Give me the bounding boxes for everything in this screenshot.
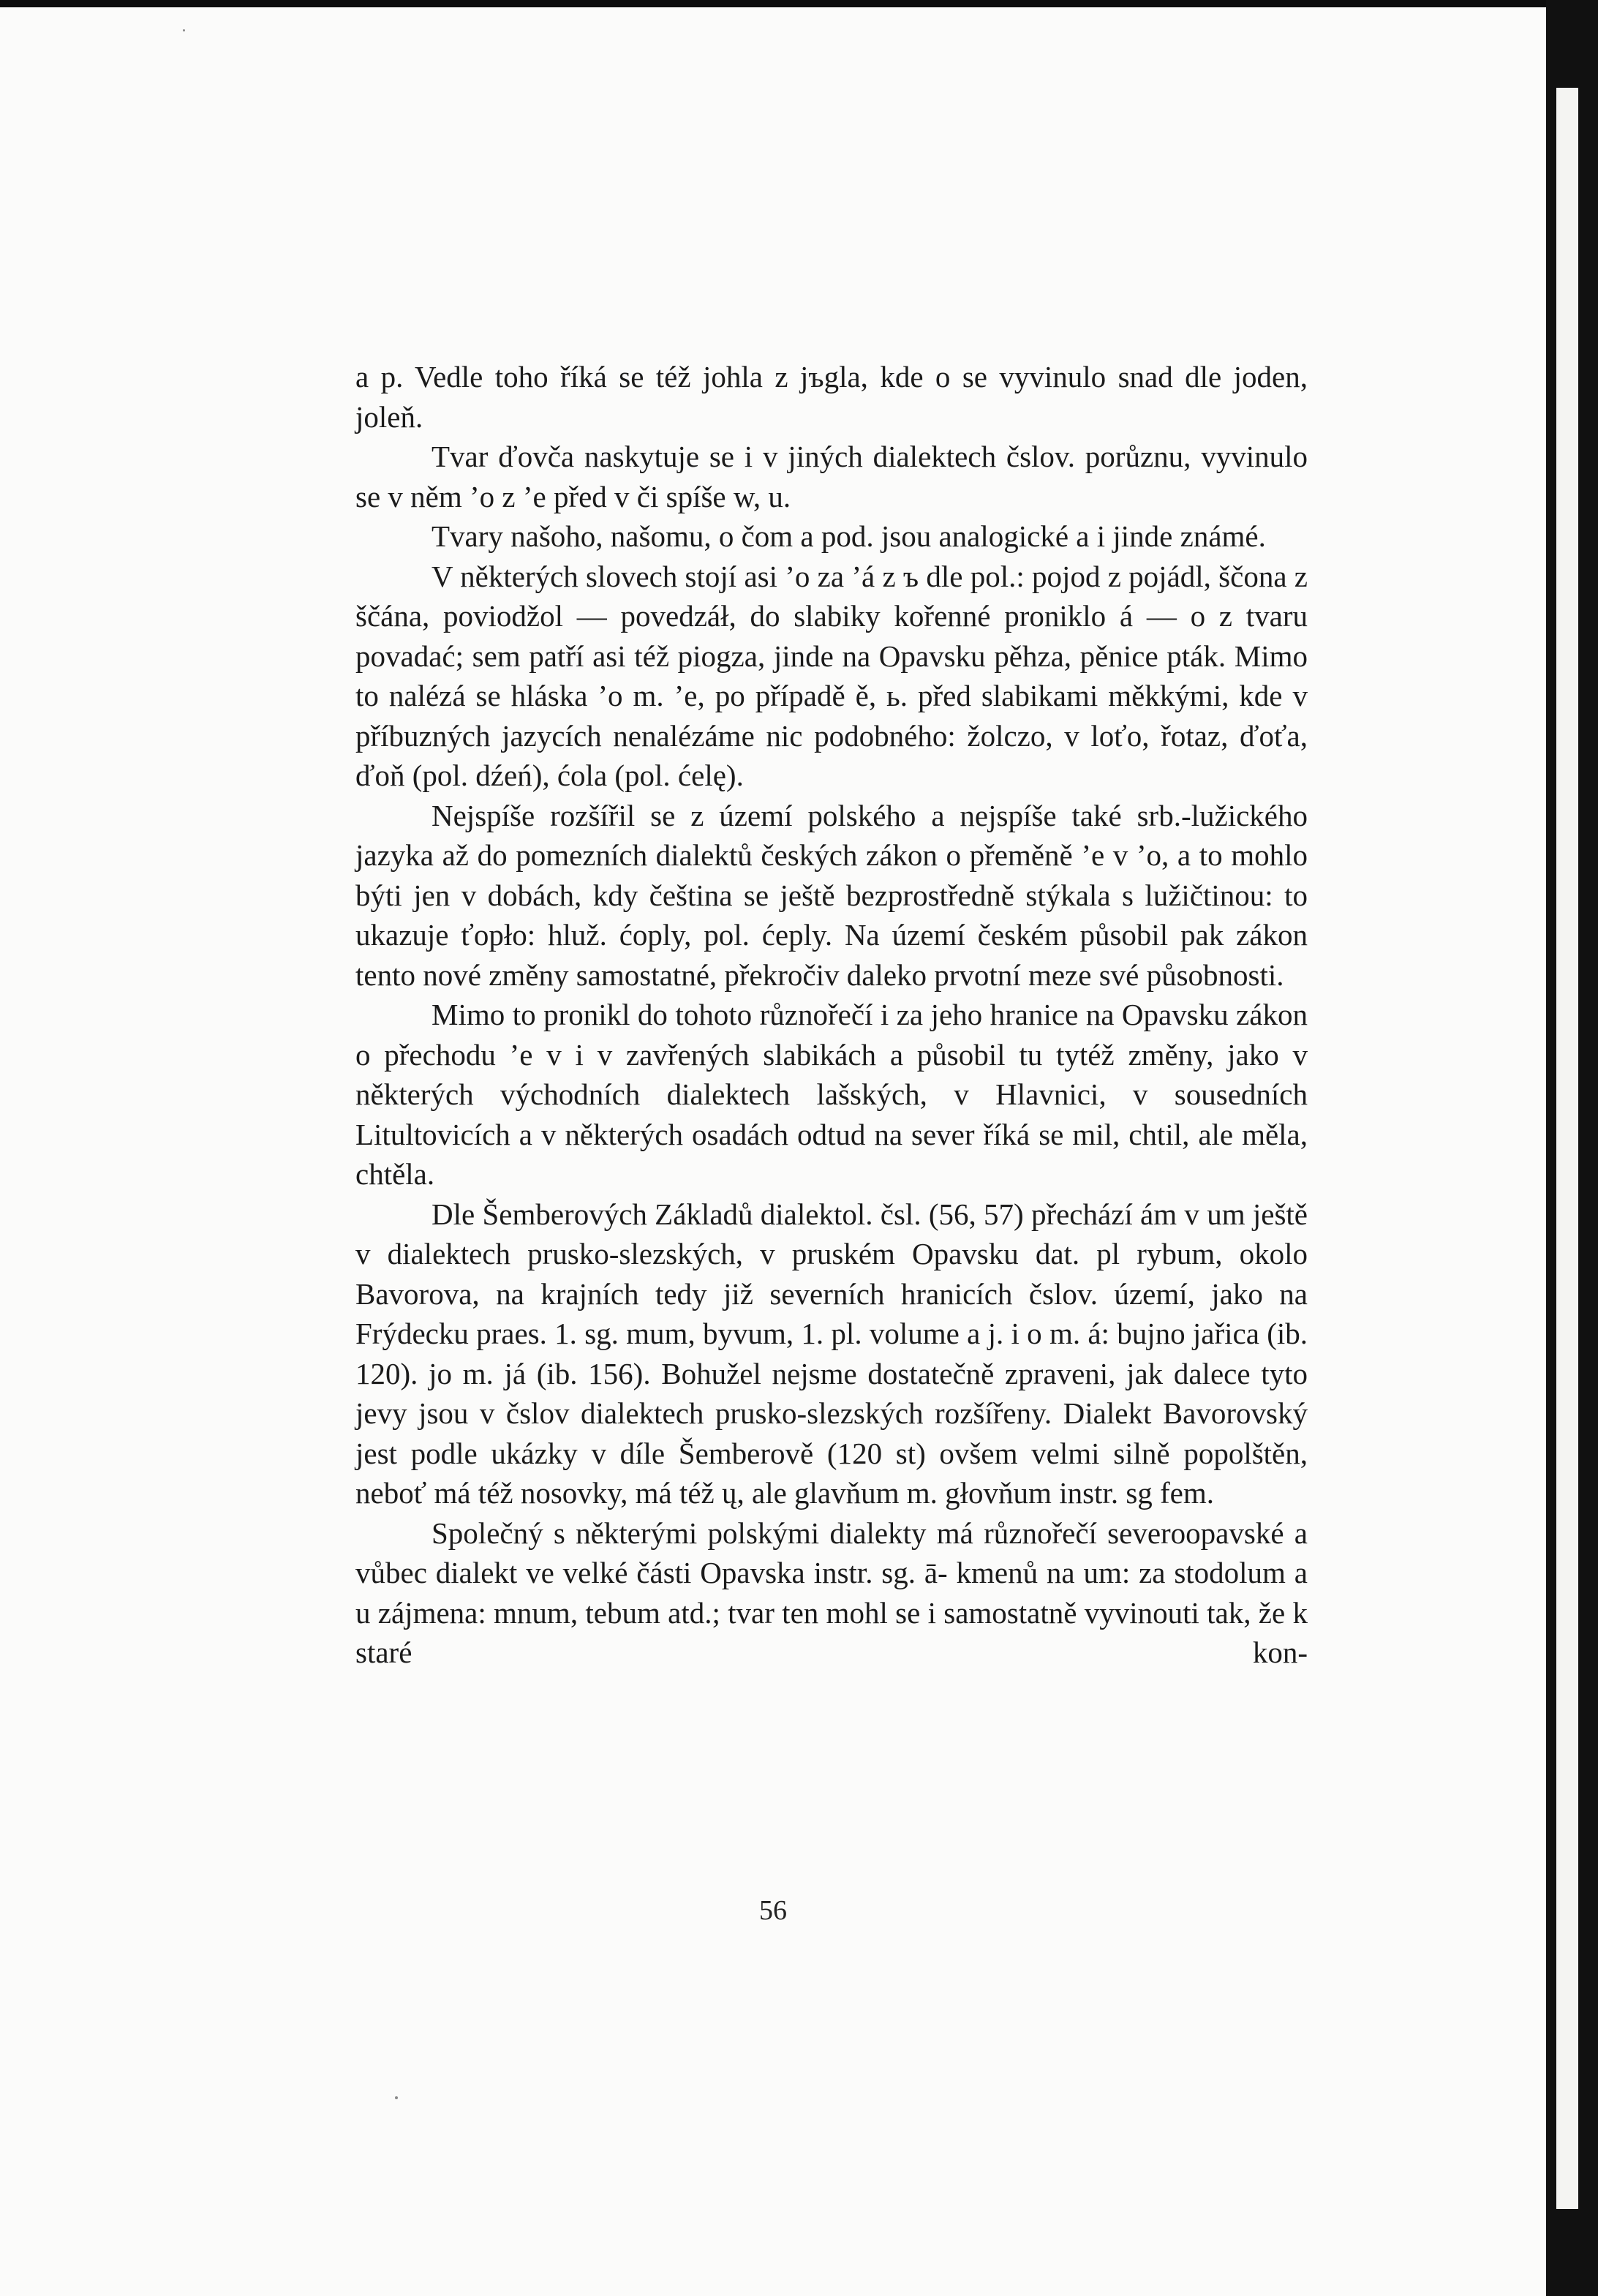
paragraph: Tvary našoho, našomu, o čom a pod. jsou analogické a i jinde známé.: [431, 519, 1266, 553]
scanned-page: [0, 7, 1546, 2296]
paragraph: Nejspíše rozšířil se z území polského a nejspíše také srb.-lužického jazyka až do pomezních dialektů českých zákon o přeměně ’e v ’o, a to mohlo býti jen v dobách, kdy čeština se ještě bezprostředně stýkala s lužičtinou: to ukazuje ťopło: hluž. ćoply, pol. ćeply. Na území českém působil pak zákon tento nové změny samostatné, překročiv daleko prvotní meze své působnosti.: [355, 798, 1308, 992]
paragraph: Dle Šemberových Základů dialektol. čsl. (56, 57) přechází ám v um ještě v dialektech prusko-slezských, v pruském Opavsku dat. pl rybum, okolo Bavorova, na krajních tedy již severních hranicích čslov. území, jako na Frýdecku praes. 1. sg. mum, byvum, 1. pl. volume a j. i o m. á: bujno jařica (ib. 120). jo m. já (ib. 156). Bohužel nejsme dostatečně zpraveni, jak dalece tyto jevy jsou v čslov dialektech prusko-slezských rozšířeny. Dialekt Bavorovský jest podle ukázky v díle Šemberově (120 st) ovšem velmi silně popolštěn, neboť má též nosovky, má též ų, ale glavňum m. głovňum instr. sg fem.: [355, 1197, 1308, 1510]
scan-speck: [395, 2096, 398, 2099]
scan-speck: [183, 29, 185, 31]
paragraph: a p. Vedle toho říká se též johla z jъgla, kde o se vyvinulo snad dle joden, joleň.: [355, 360, 1308, 434]
paragraph: Mimo to pronikl do tohoto různořečí i za jeho hranice na Opavsku zákon o přechodu ’e v i v zavřených slabikách a působil tu tytéž změny, jako v některých východních dialektech lašských, v Hlavnici, v sousedních Litultovicích a v některých osadách odtud na sever říká se mil, chtil, ale měla, chtěla.: [355, 998, 1308, 1191]
body-text: [355, 357, 1308, 1673]
paragraph: Společný s některými polskými dialekty má různořečí severoopavské a vůbec dialekt ve velké části Opavska instr. sg. ā- kmenů na um: za stodolum a u zájmena: mnum, tebum atd.; tvar ten mohl se i samostatně vyvinouti tak, že k staré kon-: [355, 1516, 1308, 1669]
paragraph: V některých slovech stojí asi ’o za ’á z ъ dle pol.: pojod z pojádl, ščona z ščána, poviodžol — povedzáł, do slabiky kořenné proniklo á — o z tvaru povadać; sem patří asi též piogza, jinde na Opavsku pěhza, pěnice pták. Mimo to nalézá se hláska ’o m. ’e, po případě ě, ь. před slabikami měkkými, kde v příbuzných jazycích nenalézáme nic podobného: žolczo, v loťo, řotaz, ďoťa, ďoň (pol. dźeń), ćola (pol. ćelę).: [355, 559, 1308, 792]
scan-edge-gap: [1556, 88, 1578, 2209]
page-number: 56: [759, 1895, 787, 1926]
paragraph: Tvar ďovča naskytuje se i v jiných dialektech čslov. porůznu, vyvinulo se v něm ’o z ’e před v či spíše w, u.: [355, 440, 1308, 513]
